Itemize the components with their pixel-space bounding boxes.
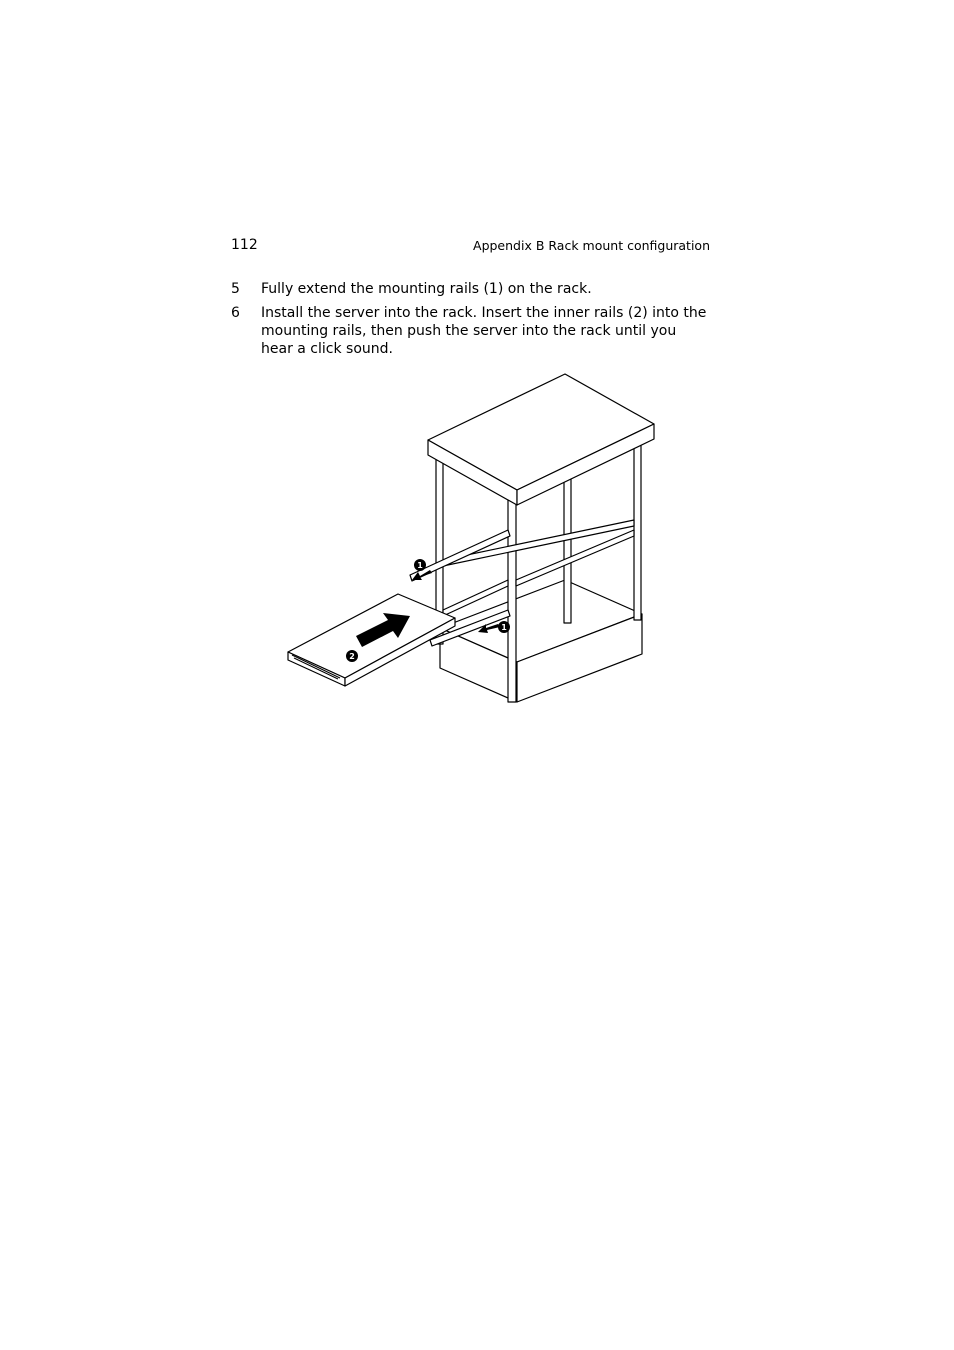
svg-text:1: 1 — [501, 623, 507, 632]
step-number: 5 — [231, 281, 240, 297]
rack-post-front — [508, 500, 516, 702]
rack-post-right — [634, 438, 641, 620]
svg-text:1: 1 — [417, 561, 423, 570]
rack-installation-figure — [280, 370, 660, 706]
rack-illustration — [280, 370, 660, 706]
page-number: 112 — [231, 237, 258, 253]
callout-2 — [346, 650, 358, 662]
step-number: 6 — [231, 305, 240, 321]
step-text: Install the server into the rack. Insert the inner rails (2) into the mounting rails, then push the server into the rack until you hear a click sound. — [261, 305, 707, 357]
callout-1-top — [414, 559, 426, 571]
step-text: Fully extend the mounting rails (1) on the rack. — [261, 281, 592, 297]
svg-text:2: 2 — [349, 652, 355, 661]
running-head: Appendix B Rack mount configuration — [473, 238, 710, 253]
callout-1-bottom — [498, 621, 510, 633]
